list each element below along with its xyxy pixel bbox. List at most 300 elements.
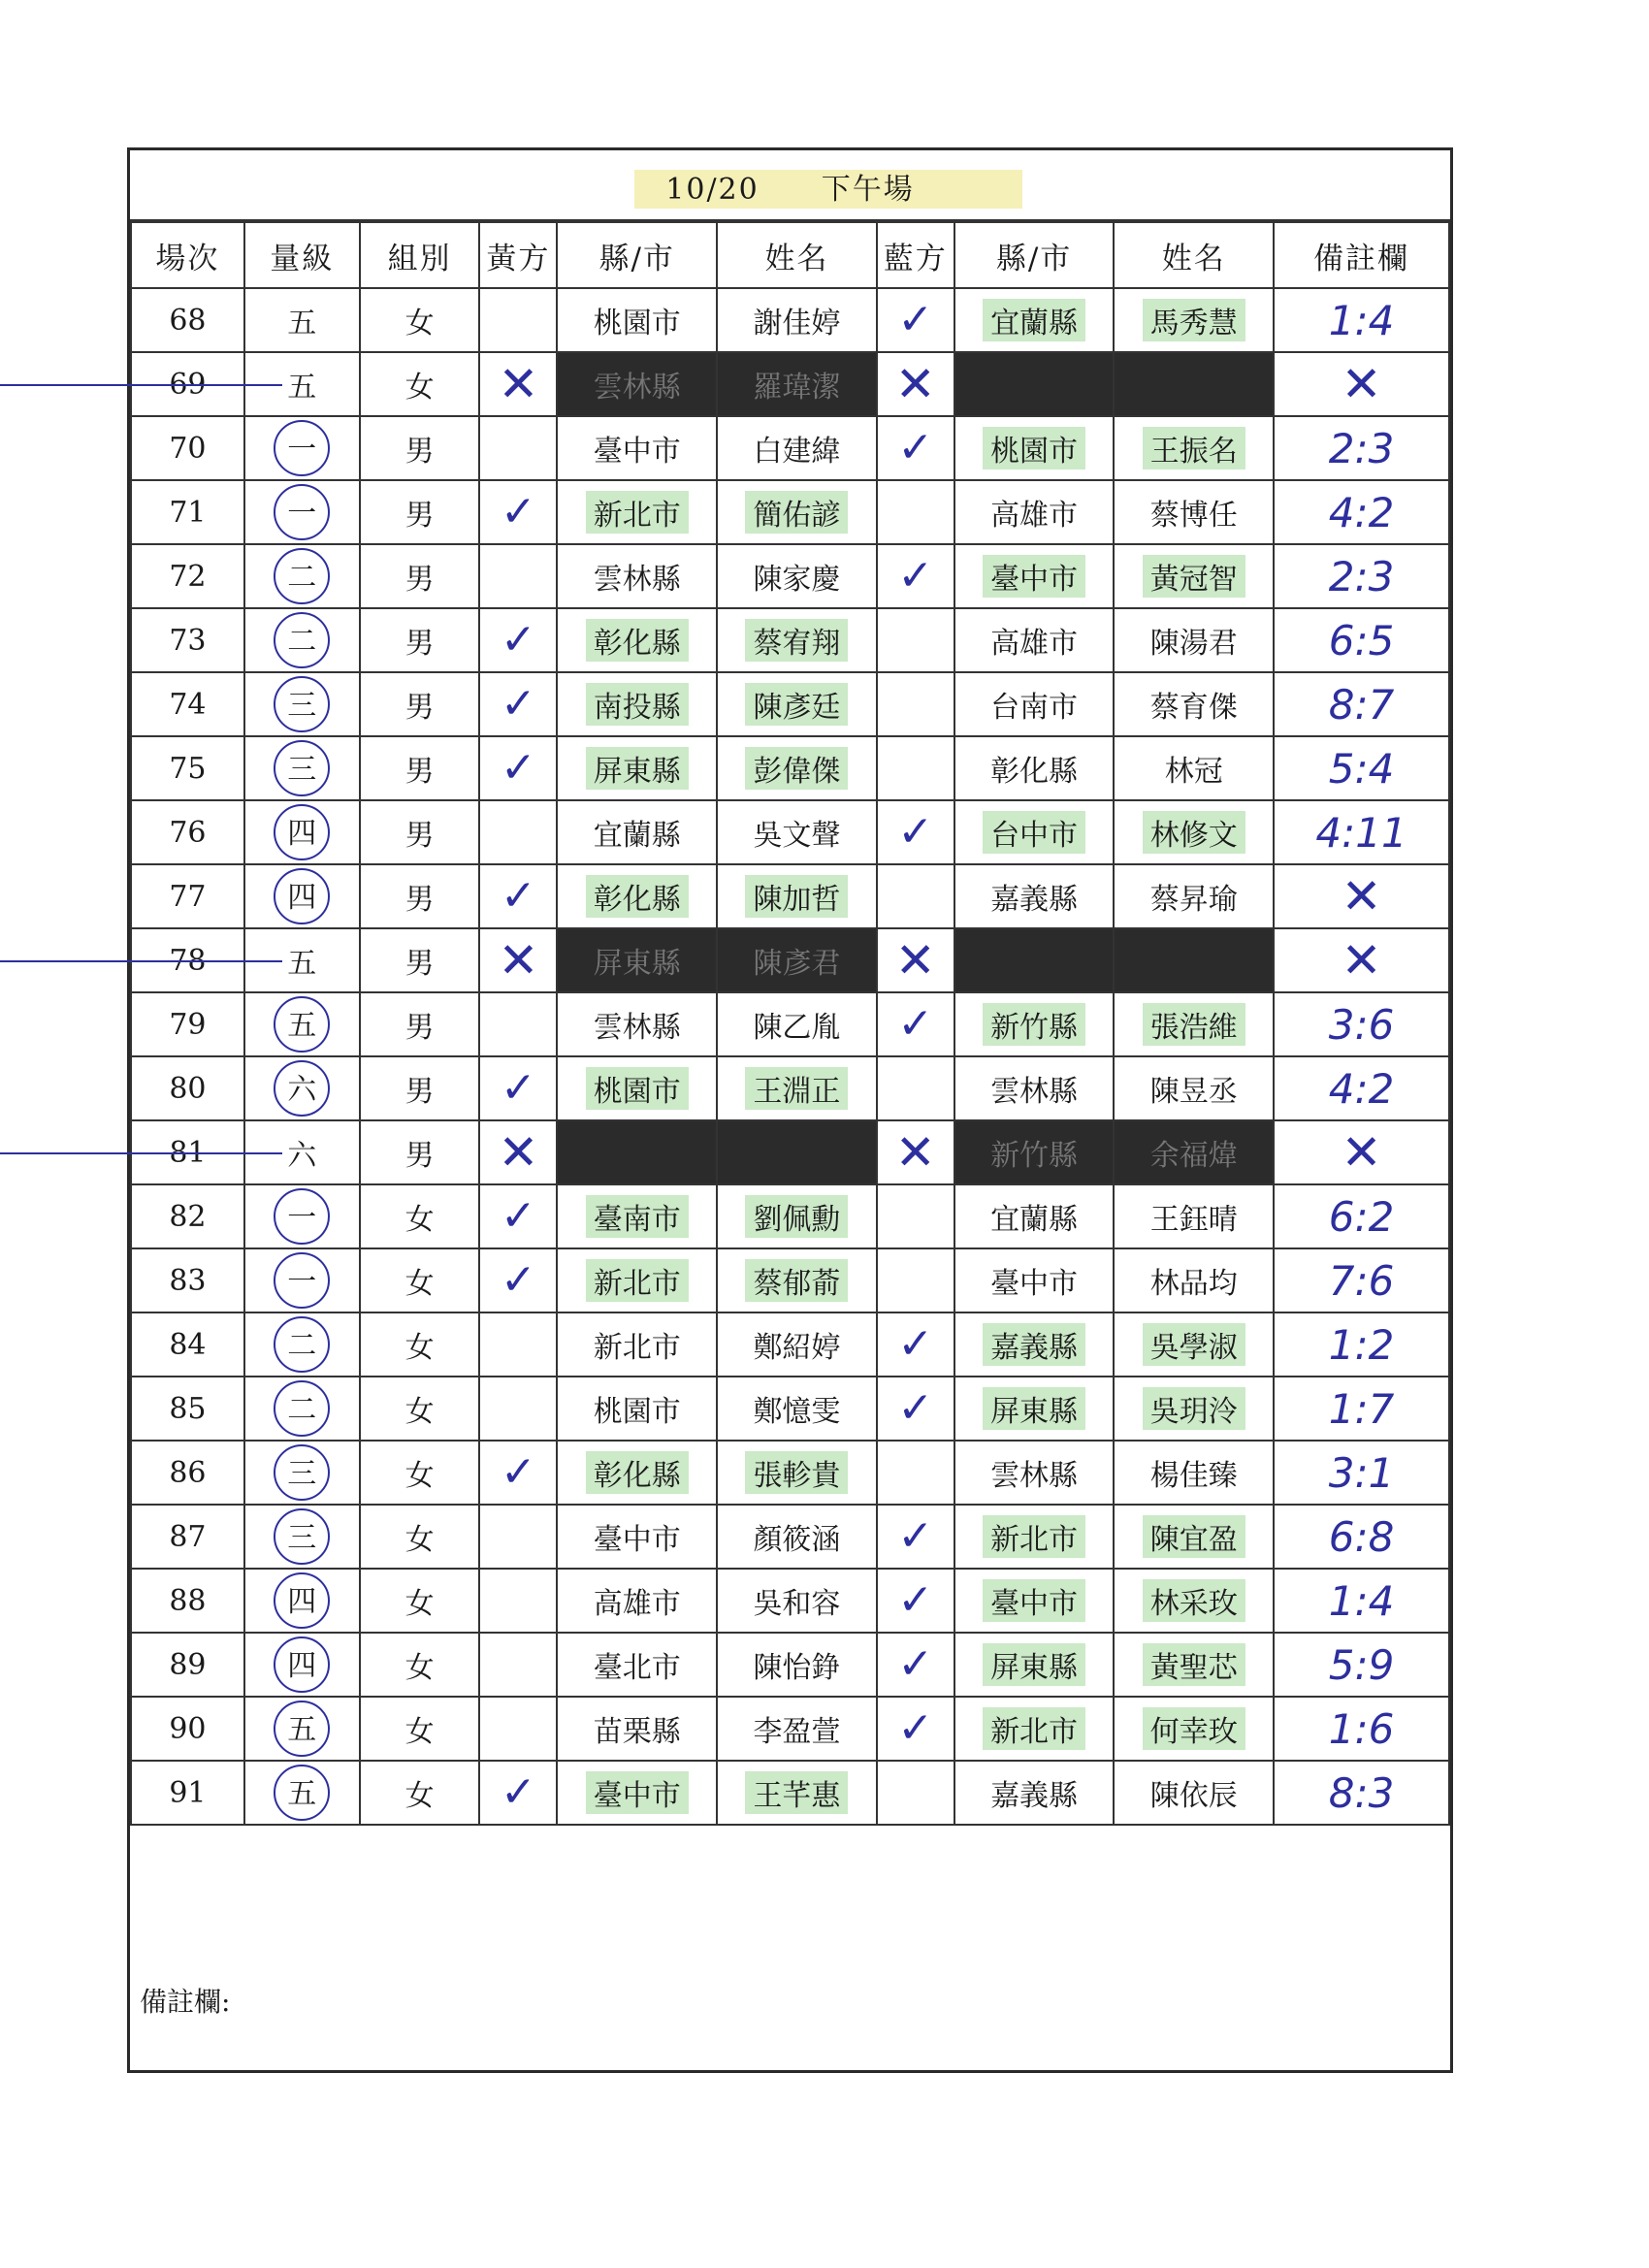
blue-city: 臺中市: [990, 1267, 1079, 1301]
blue-city: 新竹縣: [990, 1139, 1079, 1173]
yellow-mark-cell: [479, 672, 557, 736]
header-blue-name: 姓名: [1114, 222, 1274, 288]
yellow-city-cell: [557, 352, 717, 416]
blue-city: 嘉義縣: [990, 883, 1079, 917]
blue-name: 王鈺晴: [1149, 1203, 1238, 1237]
yellow-name-cell: [717, 1761, 877, 1825]
blue-mark-cell: [877, 1184, 954, 1248]
yellow-name: 陳加哲: [745, 875, 848, 918]
cross-mark-icon: ✕: [498, 356, 539, 412]
yellow-name-cell: [717, 416, 877, 480]
table-row: [131, 608, 1449, 672]
blue-mark-cell: [877, 1633, 954, 1697]
score-value: 4:2: [1328, 1064, 1395, 1113]
table-row: [131, 416, 1449, 480]
score-value: 7:6: [1328, 1256, 1395, 1305]
group-cell: [360, 1312, 480, 1377]
bout-cell: [131, 352, 244, 416]
bout-number: 85: [169, 1391, 207, 1426]
bout-number: 87: [169, 1519, 207, 1554]
level-cell: [244, 1697, 360, 1761]
yellow-city: 屏東縣: [593, 947, 681, 981]
score-value: 1:7: [1328, 1384, 1395, 1433]
group-value: 男: [404, 691, 435, 725]
blue-city: 高雄市: [990, 499, 1079, 533]
yellow-name-cell: [717, 1697, 877, 1761]
yellow-name-cell: [717, 480, 877, 544]
yellow-name-cell: [717, 1505, 877, 1569]
yellow-city: 桃園市: [593, 1395, 681, 1429]
level-value: 一: [274, 420, 330, 476]
yellow-name-cell: [717, 1633, 877, 1697]
remark-label: 備註欄:: [140, 1986, 231, 2018]
cross-mark-icon: ✕: [1341, 932, 1382, 988]
group-value: 男: [404, 1011, 435, 1045]
yellow-mark-cell: [479, 352, 557, 416]
blue-city-cell: [954, 288, 1115, 352]
yellow-mark-cell: [479, 992, 557, 1056]
blue-name-cell: [1114, 1120, 1274, 1184]
yellow-name-cell: [717, 864, 877, 928]
check-mark-icon: ✓: [500, 487, 536, 536]
blue-city-cell: [954, 416, 1115, 480]
blue-city: 高雄市: [990, 627, 1079, 661]
cross-mark-icon: ✕: [1341, 868, 1382, 924]
score-value: 6:2: [1328, 1192, 1395, 1241]
remark-cell: [1274, 1441, 1449, 1505]
remark-cell: [1274, 1697, 1449, 1761]
level-cell: [244, 864, 360, 928]
bout-number: 68: [169, 303, 207, 338]
yellow-mark-cell: [479, 1248, 557, 1312]
group-value: 男: [404, 947, 435, 981]
blue-name-cell: [1114, 1569, 1274, 1633]
bout-number: 88: [169, 1583, 207, 1618]
group-value: 女: [404, 371, 435, 405]
blue-name: 陳宜盈: [1143, 1515, 1245, 1558]
group-value: 男: [404, 1075, 435, 1109]
blue-mark-cell: [877, 1056, 954, 1120]
yellow-mark-cell: [479, 736, 557, 800]
bout-number: 69: [169, 367, 207, 402]
remark-cell: [1274, 480, 1449, 544]
blue-city: 台中市: [983, 811, 1085, 854]
score-value: 1:2: [1328, 1320, 1395, 1369]
cross-mark-icon: ✕: [894, 932, 936, 988]
yellow-city: 桃園市: [593, 307, 681, 340]
check-mark-icon: ✓: [897, 551, 934, 600]
blue-city-cell: [954, 864, 1115, 928]
level-value: 一: [274, 1252, 330, 1309]
blue-city: 臺中市: [983, 555, 1085, 598]
yellow-mark-cell: [479, 1056, 557, 1120]
blue-mark-cell: [877, 1697, 954, 1761]
level-value: 六: [274, 1060, 330, 1117]
check-mark-icon: ✓: [500, 615, 536, 664]
header-row: [131, 222, 1449, 288]
remark-cell: [1274, 352, 1449, 416]
group-cell: [360, 1184, 480, 1248]
group-value: 男: [404, 563, 435, 597]
blue-name: 蔡昇瑜: [1149, 883, 1238, 917]
yellow-city-cell: [557, 1184, 717, 1248]
blue-name: 陳昱丞: [1149, 1075, 1238, 1109]
yellow-city: 臺中市: [593, 435, 681, 469]
group-cell: [360, 1633, 480, 1697]
group-value: 女: [404, 1203, 435, 1237]
yellow-name: 鄭紹婷: [753, 1331, 841, 1365]
group-value: 女: [404, 1715, 435, 1749]
blue-mark-cell: [877, 1248, 954, 1312]
blue-city: 新北市: [983, 1707, 1085, 1750]
blue-city: 臺中市: [983, 1579, 1085, 1622]
blue-name: 何幸玫: [1143, 1707, 1245, 1750]
blue-city: 屏東縣: [983, 1643, 1085, 1686]
blue-name-cell: [1114, 544, 1274, 608]
yellow-name-cell: [717, 544, 877, 608]
bout-cell: [131, 1312, 244, 1377]
blue-name-cell: [1114, 1312, 1274, 1377]
bout-number: 89: [169, 1647, 207, 1682]
yellow-city-cell: [557, 928, 717, 992]
blue-mark-cell: [877, 1120, 954, 1184]
level-value: 六: [287, 1139, 317, 1173]
group-cell: [360, 1377, 480, 1441]
remark-cell: [1274, 1633, 1449, 1697]
score-sheet: [127, 147, 1453, 2073]
remark-cell: [1274, 1505, 1449, 1569]
group-cell: [360, 480, 480, 544]
table-row: [131, 1184, 1449, 1248]
yellow-mark-cell: [479, 1184, 557, 1248]
remark-cell: [1274, 608, 1449, 672]
score-value: 1:4: [1328, 1576, 1395, 1625]
yellow-city: 新北市: [586, 1259, 689, 1302]
yellow-city-cell: [557, 736, 717, 800]
check-mark-icon: ✓: [897, 1703, 934, 1753]
score-value: 6:5: [1328, 616, 1395, 664]
cross-mark-icon: ✕: [1341, 356, 1382, 412]
bout-number: 77: [169, 879, 207, 914]
group-value: 男: [404, 435, 435, 469]
group-cell: [360, 800, 480, 864]
yellow-city: 彰化縣: [586, 875, 689, 918]
yellow-city-cell: [557, 480, 717, 544]
yellow-name: 陳彥廷: [745, 683, 848, 726]
level-cell: [244, 1633, 360, 1697]
blue-mark-cell: [877, 1761, 954, 1825]
bout-number: 82: [169, 1199, 207, 1234]
group-cell: [360, 736, 480, 800]
blue-city-cell: [954, 1184, 1115, 1248]
yellow-name-cell: [717, 1441, 877, 1505]
remark-area: [130, 1969, 1450, 2076]
yellow-name-cell: [717, 1377, 877, 1441]
table-row: [131, 1248, 1449, 1312]
level-value: 五: [274, 996, 330, 1053]
blue-name: 余福煒: [1149, 1139, 1238, 1173]
blue-name-cell: [1114, 864, 1274, 928]
blue-city: 宜蘭縣: [990, 1203, 1079, 1237]
level-cell: [244, 480, 360, 544]
table-row: [131, 1377, 1449, 1441]
level-value: 三: [274, 1508, 330, 1565]
blue-city: 宜蘭縣: [983, 299, 1085, 341]
bout-cell: [131, 1633, 244, 1697]
level-cell: [244, 608, 360, 672]
level-cell: [244, 992, 360, 1056]
bout-cell: [131, 672, 244, 736]
blue-city: 台南市: [990, 691, 1079, 725]
remark-cell: [1274, 1056, 1449, 1120]
table-row: [131, 544, 1449, 608]
table-row: [131, 1312, 1449, 1377]
level-cell: [244, 1377, 360, 1441]
remark-cell: [1274, 928, 1449, 992]
blue-city-cell: [954, 480, 1115, 544]
score-value: 5:9: [1328, 1640, 1395, 1689]
bout-number: 91: [169, 1775, 207, 1810]
bout-number: 72: [169, 559, 207, 594]
table-row: [131, 1505, 1449, 1569]
check-mark-icon: ✓: [500, 1767, 536, 1817]
yellow-city: 苗栗縣: [593, 1715, 681, 1749]
blue-city-cell: [954, 1312, 1115, 1377]
blue-city-cell: [954, 608, 1115, 672]
blue-name: 黃冠智: [1143, 555, 1245, 598]
yellow-name-cell: [717, 800, 877, 864]
score-value: 6:8: [1328, 1512, 1395, 1561]
table-row: [131, 1441, 1449, 1505]
bout-cell: [131, 800, 244, 864]
level-value: 三: [274, 740, 330, 796]
table-row: [131, 352, 1449, 416]
group-value: 男: [404, 883, 435, 917]
blue-name: 蔡育傑: [1149, 691, 1238, 725]
blue-name-cell: [1114, 416, 1274, 480]
yellow-city-cell: [557, 992, 717, 1056]
yellow-mark-cell: [479, 1633, 557, 1697]
blue-city: 彰化縣: [990, 755, 1079, 789]
yellow-city: 高雄市: [593, 1587, 681, 1621]
yellow-name: 顏筱涵: [753, 1523, 841, 1557]
score-value: 2:3: [1328, 424, 1395, 472]
blue-name-cell: [1114, 1377, 1274, 1441]
bout-cell: [131, 992, 244, 1056]
yellow-city: 新北市: [593, 1331, 681, 1365]
yellow-mark-cell: [479, 288, 557, 352]
group-cell: [360, 1120, 480, 1184]
yellow-name-cell: [717, 288, 877, 352]
check-mark-icon: ✓: [897, 295, 934, 344]
yellow-city: 宜蘭縣: [593, 819, 681, 853]
bout-number: 73: [169, 623, 207, 658]
bout-cell: [131, 608, 244, 672]
blue-name-cell: [1114, 800, 1274, 864]
bout-cell: [131, 1505, 244, 1569]
blue-name-cell: [1114, 608, 1274, 672]
bout-cell: [131, 928, 244, 992]
yellow-name: 彭偉傑: [745, 747, 848, 790]
check-mark-icon: ✓: [897, 1511, 934, 1561]
yellow-city-cell: [557, 1312, 717, 1377]
yellow-name: 白建緯: [753, 435, 841, 469]
yellow-name-cell: [717, 1312, 877, 1377]
blue-mark-cell: [877, 352, 954, 416]
yellow-city-cell: [557, 544, 717, 608]
group-cell: [360, 864, 480, 928]
blue-city-cell: [954, 992, 1115, 1056]
blue-name: 王振名: [1143, 427, 1245, 470]
bout-cell: [131, 544, 244, 608]
yellow-name: 羅瑋潔: [753, 371, 841, 405]
blue-mark-cell: [877, 800, 954, 864]
group-cell: [360, 1248, 480, 1312]
blue-name: 馬秀慧: [1143, 299, 1245, 341]
remark-cell: [1274, 1248, 1449, 1312]
level-cell: [244, 1120, 360, 1184]
blue-name: 林品均: [1149, 1267, 1238, 1301]
blue-name: 陳湯君: [1149, 627, 1238, 661]
blue-mark-cell: [877, 608, 954, 672]
header-yellow: 黃方: [479, 222, 557, 288]
blue-name: 林冠: [1164, 755, 1223, 789]
yellow-name: 蔡宥翔: [745, 619, 848, 662]
remark-cell: [1274, 736, 1449, 800]
level-value: 三: [274, 676, 330, 732]
group-cell: [360, 416, 480, 480]
level-cell: [244, 416, 360, 480]
check-mark-icon: ✓: [500, 1063, 536, 1113]
yellow-name: 鄭憶雯: [753, 1395, 841, 1429]
blue-city-cell: [954, 1761, 1115, 1825]
remark-cell: [1274, 1312, 1449, 1377]
table-row: [131, 864, 1449, 928]
yellow-city: 臺北市: [593, 1651, 681, 1685]
bout-number: 80: [169, 1071, 207, 1106]
bout-cell: [131, 480, 244, 544]
blue-mark-cell: [877, 544, 954, 608]
yellow-name: 劉佩勳: [745, 1195, 848, 1238]
yellow-city: 彰化縣: [586, 1451, 689, 1494]
level-value: 五: [287, 307, 317, 340]
yellow-name-cell: [717, 736, 877, 800]
yellow-city: 屏東縣: [586, 747, 689, 790]
header-yellow-name: 姓名: [717, 222, 877, 288]
remark-cell: [1274, 1120, 1449, 1184]
yellow-name: 簡佑諺: [745, 491, 848, 534]
yellow-mark-cell: [479, 800, 557, 864]
level-value: 五: [287, 947, 317, 981]
remark-cell: [1274, 416, 1449, 480]
yellow-city: 彰化縣: [586, 619, 689, 662]
blue-city: 雲林縣: [990, 1459, 1079, 1493]
level-value: 二: [274, 548, 330, 604]
cross-mark-icon: ✕: [498, 1124, 539, 1181]
yellow-name-cell: [717, 1569, 877, 1633]
blue-city: 嘉義縣: [983, 1323, 1085, 1366]
bout-cell: [131, 288, 244, 352]
yellow-name-cell: [717, 672, 877, 736]
yellow-city-cell: [557, 1569, 717, 1633]
header-yellow-city: 縣/市: [557, 222, 717, 288]
remark-cell: [1274, 1569, 1449, 1633]
yellow-city: 南投縣: [586, 683, 689, 726]
yellow-name: 蔡郁萮: [745, 1259, 848, 1302]
group-value: 女: [404, 307, 435, 340]
check-mark-icon: ✓: [897, 423, 934, 472]
yellow-city: 雲林縣: [593, 563, 681, 597]
level-cell: [244, 736, 360, 800]
table-row: [131, 1697, 1449, 1761]
bout-cell: [131, 1441, 244, 1505]
level-value: 一: [274, 1188, 330, 1245]
group-cell: [360, 672, 480, 736]
blue-mark-cell: [877, 928, 954, 992]
blue-city-cell: [954, 1120, 1115, 1184]
blue-name: 蔡博任: [1149, 499, 1238, 533]
blue-city-cell: [954, 1697, 1115, 1761]
check-mark-icon: ✓: [897, 807, 934, 857]
yellow-city-cell: [557, 800, 717, 864]
blue-mark-cell: [877, 1441, 954, 1505]
yellow-city: 雲林縣: [593, 371, 681, 405]
score-value: 1:4: [1328, 296, 1395, 344]
level-cell: [244, 288, 360, 352]
level-cell: [244, 1312, 360, 1377]
remark-cell: [1274, 1377, 1449, 1441]
strike-line: [0, 1152, 282, 1154]
level-cell: [244, 928, 360, 992]
check-mark-icon: ✓: [500, 871, 536, 921]
blue-name: 張浩維: [1143, 1003, 1245, 1046]
yellow-name-cell: [717, 1120, 877, 1184]
group-value: 男: [404, 499, 435, 533]
score-value: 3:6: [1328, 1000, 1395, 1049]
score-value: 3:1: [1328, 1448, 1395, 1497]
yellow-mark-cell: [479, 1377, 557, 1441]
table-row: [131, 672, 1449, 736]
bout-number: 81: [169, 1135, 207, 1170]
blue-name-cell: [1114, 672, 1274, 736]
score-value: 8:7: [1328, 680, 1395, 729]
remark-cell: [1274, 864, 1449, 928]
blue-mark-cell: [877, 672, 954, 736]
yellow-city-cell: [557, 864, 717, 928]
bout-number: 86: [169, 1455, 207, 1490]
yellow-name: 吳文聲: [753, 819, 841, 853]
level-cell: [244, 1184, 360, 1248]
blue-name: 吳玥泠: [1143, 1387, 1245, 1430]
bout-cell: [131, 864, 244, 928]
level-cell: [244, 1248, 360, 1312]
yellow-name-cell: [717, 992, 877, 1056]
blue-city-cell: [954, 928, 1115, 992]
blue-city: 新北市: [983, 1515, 1085, 1558]
level-cell: [244, 1569, 360, 1633]
bout-table: [130, 221, 1450, 1826]
blue-mark-cell: [877, 288, 954, 352]
remark-cell: [1274, 288, 1449, 352]
table-row: [131, 992, 1449, 1056]
group-value: 男: [404, 819, 435, 853]
group-cell: [360, 288, 480, 352]
level-cell: [244, 1056, 360, 1120]
check-mark-icon: ✓: [500, 1447, 536, 1497]
yellow-city: 桃園市: [586, 1067, 689, 1110]
group-cell: [360, 1761, 480, 1825]
group-value: 女: [404, 1267, 435, 1301]
